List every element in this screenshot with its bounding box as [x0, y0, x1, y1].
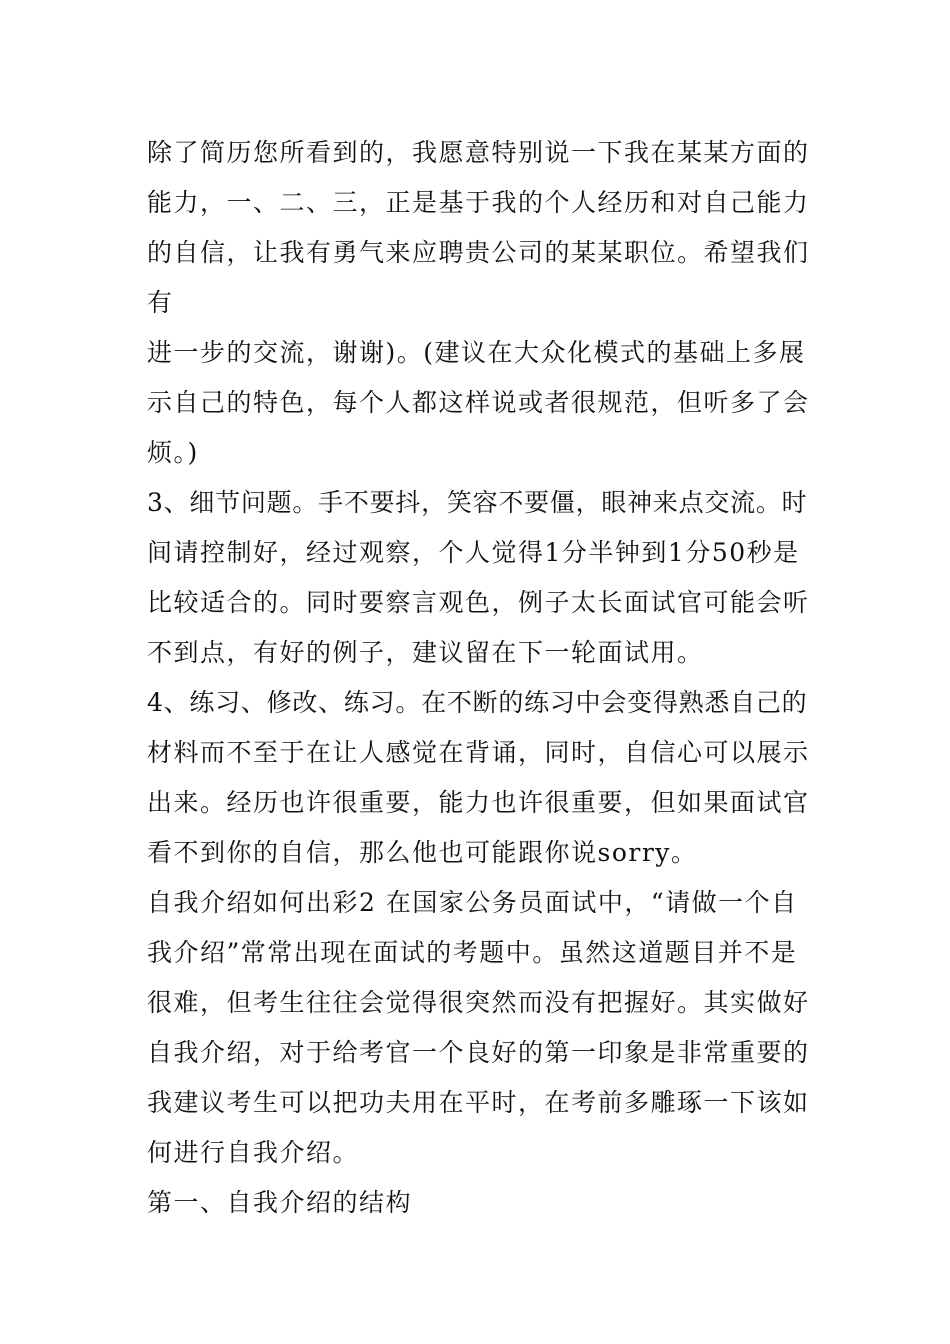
- text-line: 不到点，有好的例子，建议留在下一轮面试用。: [147, 638, 704, 667]
- text-line: 烦。): [147, 438, 199, 467]
- text-line: 3、细节问题。手不要抖，笑容不要僵，眼神来点交流。时: [147, 488, 808, 517]
- text-line: 自我介绍如何出彩2 在国家公务员面试中，“请做一个自: [147, 888, 798, 917]
- text-line: 很难，但考生往往会觉得很突然而没有把握好。其实做好: [147, 988, 810, 1017]
- text-line: 除了简历您所看到的，我愿意特别说一下我在某某方面的: [147, 138, 810, 167]
- text-line: 我介绍”常常出现在面试的考题中。虽然这道题目并不是: [147, 938, 798, 967]
- text-line: 比较适合的。同时要察言观色，例子太长面试官可能会听: [147, 588, 810, 617]
- text-line: 能力，一、二、三，正是基于我的个人经历和对自己能力: [147, 188, 810, 217]
- body-text: [147, 128, 812, 1228]
- text-line: 间请控制好，经过观察，个人觉得1分半钟到1分50秒是: [147, 538, 800, 567]
- text-line: 出来。经历也许很重要，能力也许很重要，但如果面试官: [147, 788, 810, 817]
- text-line: 有: [147, 288, 174, 317]
- section-heading: 第一、自我介绍的结构: [147, 1188, 413, 1217]
- text-line: 自我介绍，对于给考官一个良好的第一印象是非常重要的: [147, 1038, 810, 1067]
- text-line: 4、练习、修改、练习。在不断的练习中会变得熟悉自己的: [147, 688, 808, 717]
- text-line: 何进行自我介绍。: [147, 1138, 360, 1167]
- text-line: 进一步的交流，谢谢)。(建议在大众化模式的基础上多展: [147, 338, 806, 367]
- text-line: 我建议考生可以把功夫用在平时，在考前多雕琢一下该如: [147, 1088, 810, 1117]
- text-line: 看不到你的自信，那么他也可能跟你说sorry。: [147, 838, 698, 867]
- text-line: 材料而不至于在让人感觉在背诵，同时，自信心可以展示: [147, 738, 810, 767]
- text-line: 的自信，让我有勇气来应聘贵公司的某某职位。希望我们: [147, 238, 810, 267]
- text-line: 示自己的特色，每个人都这样说或者很规范，但听多了会: [147, 388, 810, 417]
